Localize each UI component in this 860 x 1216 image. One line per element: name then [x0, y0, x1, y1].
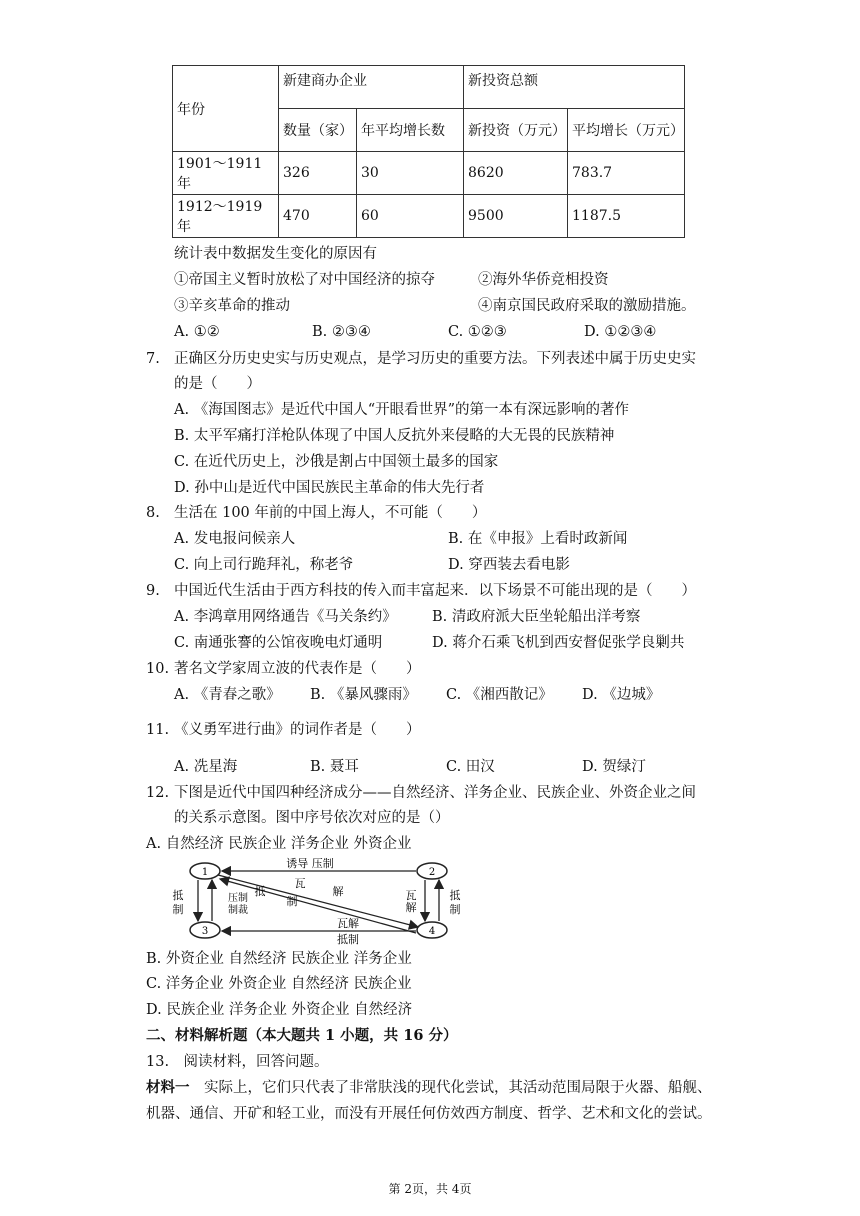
q13-material-1 — [146, 1078, 712, 1098]
label-diag-b: 解 — [332, 885, 344, 898]
q10-option-c: C. 《湘西散记》 — [446, 687, 553, 703]
q11-option-d: D. 贺绿汀 — [582, 759, 646, 775]
header-enterprise: 新建商办企业 — [279, 66, 464, 109]
q7-stem-line2: 的是（ ） — [174, 376, 261, 392]
q7-option-d: D. 孙中山是近代中国民族民主革命的伟大先行者 — [174, 480, 485, 496]
q6-option-a: A. ①② — [174, 324, 220, 340]
q6-item-4: ④南京国民政府采取的激励措施。 — [478, 298, 696, 314]
header-investment: 新投资总额 — [464, 66, 685, 109]
label-left-inner: 压制 — [228, 893, 248, 904]
q7-stem-line1: 正确区分历史史实与历史观点，是学习历史的重要方法。下列表述中属于历史史实 — [174, 351, 696, 367]
q8-option-a: A. 发电报问候亲人 — [174, 531, 296, 547]
label-diag-d: 制 — [286, 895, 298, 908]
q7-option-c: C. 在近代历史上，沙俄是割占中国领土最多的国家 — [174, 454, 499, 470]
q11-option-a: A. 冼星海 — [174, 759, 238, 775]
economy-relationship-diagram — [160, 855, 470, 945]
q10-option-a: A. 《青春之歌》 — [174, 687, 281, 703]
label-left-outer-2: 制 — [172, 903, 184, 916]
arrow-diagonal-1 — [218, 875, 418, 927]
label-left-inner-2: 制裁 — [228, 905, 248, 916]
q12-option-c: C. 洋务企业 外资企业 自然经济 民族企业 — [146, 976, 412, 992]
node-2-label: 2 — [428, 867, 436, 878]
q8-stem: 生活在 100 年前的中国上海人，不可能（ ） — [174, 505, 487, 521]
cell-year: 1901～1911 年 — [173, 152, 279, 195]
q8-number: 8. — [146, 505, 160, 521]
table-row — [173, 152, 685, 195]
cell-avg: 783.7 — [568, 152, 685, 195]
q10-number: 10. — [146, 661, 170, 677]
cell-avg: 1187.5 — [568, 195, 685, 238]
node-4-label: 4 — [428, 926, 436, 937]
cell-count: 326 — [279, 152, 357, 195]
label-top: 诱导 压制 — [286, 857, 334, 870]
label-left-outer-1: 抵 — [172, 889, 184, 902]
label-bottom-1: 瓦解 — [337, 917, 359, 930]
cell-count: 470 — [279, 195, 357, 238]
cell-invest: 8620 — [464, 152, 568, 195]
q10-stem: 著名文学家周立波的代表作是（ ） — [174, 661, 421, 677]
q8-option-b: B. 在《申报》上看时政新闻 — [448, 531, 628, 547]
q11-option-c: C. 田汉 — [446, 759, 495, 775]
page-footer: 第 2页，共 4页 — [388, 1182, 472, 1196]
material-text-1: 实际上，它们只代表了非常肤浅的现代化尝试，其活动范围局限于火器、船舰、 — [189, 1080, 712, 1096]
statistics-table — [172, 65, 685, 238]
header-invest: 新投资（万元） — [464, 109, 568, 152]
q12-option-a: A. 自然经济 民族企业 洋务企业 外资企业 — [146, 836, 412, 852]
q9-option-c: C. 南通张謇的公馆夜晚电灯通明 — [174, 635, 383, 651]
q6-stem: 统计表中数据发生变化的原因有 — [174, 246, 377, 262]
q9-option-d: D. 蒋介石乘飞机到西安督促张学良剿共 — [432, 635, 685, 651]
table-row — [173, 195, 685, 238]
q8-option-c: C. 向上司行跪拜礼，称老爷 — [174, 557, 354, 573]
q6-item-3: ③辛亥革命的推动 — [174, 298, 290, 314]
label-right-inner-2: 解 — [405, 901, 417, 914]
section-heading: 二、材料解析题（本大题共 1 小题，共 16 分） — [146, 1027, 458, 1044]
q11-stem: 《义勇军进行曲》的词作者是（ ） — [174, 722, 421, 738]
q12-stem-line1: 下图是近代中国四种经济成分——自然经济、洋务企业、民族企业、外资企业之间 — [174, 785, 696, 801]
header-count: 数量（家） — [279, 109, 357, 152]
q12-number: 12. — [146, 785, 170, 801]
label-right-outer-2: 制 — [449, 903, 461, 916]
header-avg: 平均增长（万元） — [568, 109, 685, 152]
q11-option-b: B. 聂耳 — [310, 759, 359, 775]
cell-year: 1912～1919 年 — [173, 195, 279, 238]
node-3-label: 3 — [201, 926, 209, 937]
q6-option-c: C. ①②③ — [448, 324, 507, 340]
header-growth: 年平均增长数 — [357, 109, 464, 152]
label-diag-a: 瓦 — [294, 877, 306, 890]
label-diag-c: 抵 — [254, 885, 266, 898]
q6-item-2: ②海外华侨竞相投资 — [478, 272, 609, 288]
q9-option-a: A. 李鸿章用网络通告《马关条约》 — [174, 609, 397, 625]
q8-option-d: D. 穿西装去看电影 — [448, 557, 570, 573]
q7-number: 7. — [146, 351, 160, 367]
material-label: 材料一 — [146, 1079, 190, 1096]
q6-option-b: B. ②③④ — [312, 324, 371, 340]
cell-invest: 9500 — [464, 195, 568, 238]
q9-stem: 中国近代生活由于西方科技的传入而丰富起来．以下场景不可能出现的是（ ） — [174, 583, 696, 599]
cell-growth: 60 — [357, 195, 464, 238]
q9-option-b: B. 清政府派大臣坐轮船出洋考察 — [432, 609, 641, 625]
q9-number: 9. — [146, 583, 160, 599]
label-right-outer-1: 抵 — [449, 889, 461, 902]
q7-option-b: B. 太平军痛打洋枪队体现了中国人反抗外来侵略的大无畏的民族精神 — [174, 428, 615, 444]
q10-option-d: D. 《边城》 — [582, 687, 661, 703]
header-year: 年份 — [173, 66, 279, 152]
q7-option-a: A. 《海国图志》是近代中国人“开眼看世界”的第一本有深远影响的著作 — [174, 402, 630, 418]
q12-option-d: D. 民族企业 洋务企业 外资企业 自然经济 — [146, 1002, 413, 1018]
q6-item-1: ①帝国主义暂时放松了对中国经济的掠夺 — [174, 272, 435, 288]
q13-stem: 13. 阅读材料，回答问题。 — [146, 1054, 329, 1070]
q12-option-b: B. 外资企业 自然经济 民族企业 洋务企业 — [146, 951, 412, 967]
label-right-inner-1: 瓦 — [405, 889, 417, 902]
q10-option-b: B. 《暴风骤雨》 — [310, 687, 417, 703]
arrow-diagonal-2 — [220, 879, 416, 933]
q6-option-d: D. ①②③④ — [584, 324, 657, 340]
label-bottom-2: 抵制 — [337, 933, 359, 945]
q12-stem-line2: 的关系示意图。图中序号依次对应的是（） — [174, 810, 450, 826]
q13-material-2: 机器、通信、开矿和轻工业，而没有开展任何仿效西方制度、哲学、艺术和文化的尝试。 — [146, 1106, 712, 1122]
q11-number: 11. — [146, 722, 170, 738]
cell-growth: 30 — [357, 152, 464, 195]
node-1-label: 1 — [201, 867, 209, 878]
